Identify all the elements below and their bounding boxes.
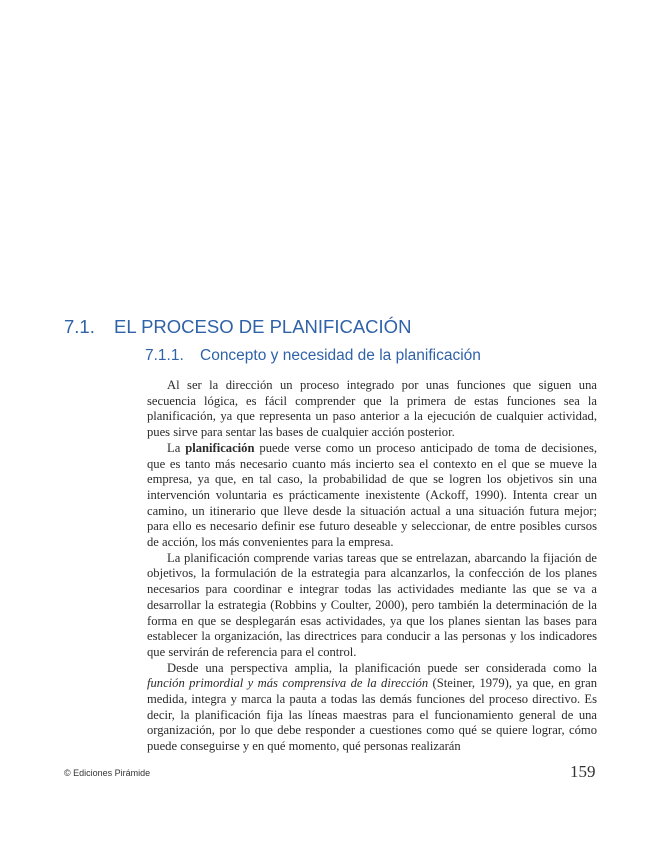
section-number: 7.1.: [64, 316, 95, 337]
paragraph-lead: La: [167, 440, 186, 455]
subsection-heading: [145, 347, 481, 365]
page-number: 159: [570, 762, 596, 781]
subsection-title: Concepto y necesidad de la planificación: [200, 347, 481, 364]
paragraph-lead: Desde una perspectiva amplia, la planificación puede ser considerada como la: [167, 660, 597, 675]
body-text: [147, 378, 597, 755]
publisher-footer: © Ediciones Pirámide: [64, 768, 151, 778]
paragraph: [147, 661, 597, 755]
italic-term: función primordial y más comprensiva de la dirección: [147, 676, 429, 691]
section-heading: [64, 316, 411, 338]
paragraph: [147, 551, 597, 661]
paragraph-text: Al ser la dirección un proceso integrado por unas funciones que siguen una secuencia lógica, es fácil comprender que la primera de estas funciones sea la planificación, ya que representa un paso anterior a la ejecución de cualquier actividad, pues sirve para sentar las bases de cualquier acción posterior.: [147, 378, 597, 440]
paragraph-text: (Steiner, 1979), ya que, en gran medida, integra y marca la pauta a todas las demás funciones del proceso directivo. Es decir, la planificación fija las líneas maestras para el funcionamiento general de una organización, por lo que debe responder a cuestiones como qué se quiere lograr, cómo puede conseguirse y en qué momento, qué personas realizarán: [147, 676, 598, 754]
paragraph-text: La planificación comprende varias tareas que se entrelazan, abarcando la fijación de objetivos, la formulación de la estrategia para alcanzarlos, la confección de los planes necesarios para coordinar e integrar todas las actividades mediante las que se va a desarrollar la estrategia (Robbins y Coulter, 2000), pero también la determinación de la forma en que se desplegarán esas actividades, ya que los planes sientan las bases para establecer la organización, las directrices para conducir a las personas y los indicadores que servirán de referencia para el control.: [147, 550, 597, 659]
subsection-number: 7.1.1.: [145, 347, 184, 364]
bold-term: planificación: [185, 440, 255, 455]
paragraph: [147, 441, 597, 551]
paragraph-text: puede verse como un proceso anticipado de toma de decisiones, que es tanto más necesario cuanto más incierto sea el contexto en el que se mueve la empresa, ya que, en tal caso, la probabilidad de que se logren los objetivos sin una intervención voluntaria es prácticamente inexistente (Ackoff, 1990). Intenta crear un camino, un itinerario que lleve desde la situación actual a una situación futura mejor; para ello es necesario definir ese futuro deseable y seleccionar, de entre posibles cursos de acción, los más convenientes para la empresa.: [147, 440, 597, 550]
paragraph: [147, 378, 597, 441]
section-title: EL PROCESO DE PLANIFICACIÓN: [114, 316, 412, 337]
